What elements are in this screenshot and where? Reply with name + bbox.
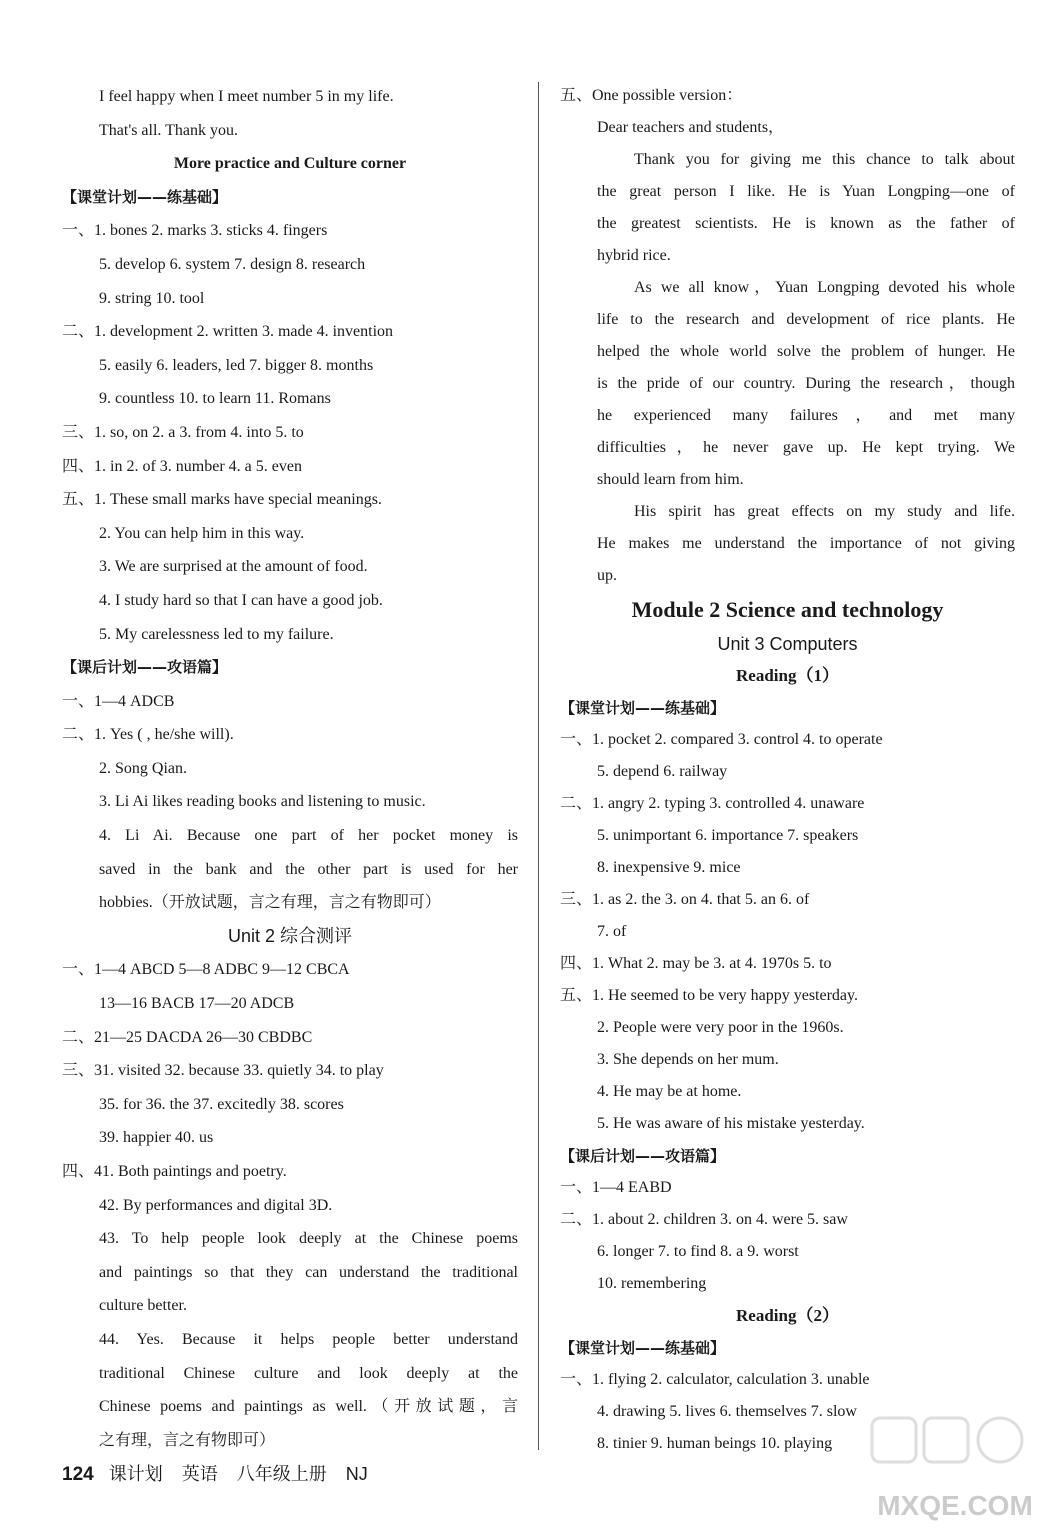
reading-heading: Reading（1） <box>736 666 839 685</box>
column-divider <box>538 82 539 1450</box>
answer-line: 4. I study hard so that I can have a good job. <box>99 591 383 609</box>
answer-line: 五、1. These small marks have special meanings. <box>62 491 382 509</box>
section-label: 【课堂计划——练基础】 <box>560 699 726 717</box>
answer-line: 三、1. so, on 2. a 3. from 4. into 5. to <box>62 423 304 441</box>
page-footer <box>62 1460 382 1486</box>
page-number: 124 <box>62 1464 94 1485</box>
answer-line: 五、1. He seemed to be very happy yesterday. <box>560 987 858 1004</box>
edition-label: NJ <box>345 1464 368 1484</box>
grade-label: 八年级上册 <box>236 1464 327 1484</box>
letter-line: hybrid rice. <box>597 247 671 264</box>
answer-line: 五、One possible version： <box>560 87 743 104</box>
section-label: 【课堂计划——练基础】 <box>560 1339 726 1357</box>
answer-line: 3. Li Ai likes reading books and listening to music. <box>99 793 426 811</box>
book-title: 课计划 <box>108 1464 163 1484</box>
letter-line: His spirit has great effects on my study and life. <box>634 503 1015 520</box>
answer-line: 一、1—4 EABD <box>560 1179 672 1196</box>
reading-heading: Reading（2） <box>736 1306 839 1325</box>
answer-line: Chinese poems and paintings as well.（开放试题，言 <box>99 1398 518 1416</box>
answer-line: 10. remembering <box>597 1275 707 1292</box>
answer-line: 一、1—4 ADCB <box>62 692 175 710</box>
answer-line: traditional Chinese culture and look deeply at the <box>99 1364 518 1382</box>
section-label: 【课后计划——攻语篇】 <box>560 1147 726 1165</box>
answer-line: 5. easily 6. leaders, led 7. bigger 8. months <box>99 356 374 374</box>
answer-line: 7. of <box>597 923 627 940</box>
answer-line: 二、1. angry 2. typing 3. controlled 4. unaware <box>560 795 865 812</box>
letter-line: He makes me understand the importance of not giving <box>597 535 1015 552</box>
answer-line: 44. Yes. Because it helps people better understand <box>99 1330 518 1348</box>
answer-line: 9. countless 10. to learn 11. Romans <box>99 390 331 408</box>
answer-line: 39. happier 40. us <box>99 1129 214 1147</box>
answer-line: 13—16 BACB 17—20 ADCB <box>99 995 295 1013</box>
answer-line: 三、1. as 2. the 3. on 4. that 5. an 6. of <box>560 891 810 908</box>
answer-line: 2. You can help him in this way. <box>99 524 305 542</box>
answer-line: 5. My carelessness led to my failure. <box>99 625 334 643</box>
answer-line: 3. We are surprised at the amount of food. <box>99 558 368 576</box>
letter-line: the great person I like. He is Yuan Longping—one of <box>597 183 1015 200</box>
answer-line: 8. tinier 9. human beings 10. playing <box>597 1435 833 1452</box>
unit-heading: Unit 2 综合测评 <box>227 925 353 946</box>
answer-line: 二、1. development 2. written 3. made 4. invention <box>62 323 394 341</box>
watermark-text: MXQE.COM <box>877 1490 1033 1521</box>
answer-line: 一、1. pocket 2. compared 3. control 4. to operate <box>560 731 883 748</box>
letter-line: he experienced many failures，and met many <box>597 407 1015 424</box>
section-title: More practice and Culture corner <box>173 155 407 173</box>
letter-line: Thank you for giving me this chance to talk about <box>634 151 1015 168</box>
letter-line: up. <box>597 567 617 584</box>
answer-line: 四、1. What 2. may be 3. at 4. 1970s 5. to <box>560 955 832 972</box>
letter-line: the greatest scientists. He is known as the father of <box>597 215 1015 232</box>
module-heading: Module 2 Science and technology <box>631 597 944 622</box>
answer-line: 2. People were very poor in the 1960s. <box>597 1019 844 1036</box>
answer-line: 4. He may be at home. <box>597 1083 742 1100</box>
answer-line: 2. Song Qian. <box>99 759 187 777</box>
answer-line: 8. inexpensive 9. mice <box>597 859 741 876</box>
answer-line: culture better. <box>99 1297 187 1315</box>
subject-label: 英语 <box>181 1464 218 1484</box>
letter-line: is the pride of our country. During the research，though <box>597 375 1015 392</box>
answer-line: 35. for 36. the 37. excitedly 38. scores <box>99 1095 344 1113</box>
unit-heading: Unit 3 Computers <box>717 634 858 654</box>
answer-line: 二、1. Yes ( , he/she will). <box>62 726 234 744</box>
answer-line: 42. By performances and digital 3D. <box>99 1196 333 1214</box>
answer-line: 三、31. visited 32. because 33. quietly 34. to play <box>62 1062 384 1080</box>
answer-line: 之有理，言之有物即可） <box>99 1431 276 1449</box>
answer-line: 四、41. Both paintings and poetry. <box>62 1163 287 1180</box>
answer-line: 3. She depends on her mum. <box>597 1051 779 1068</box>
right-column <box>560 80 1015 1460</box>
answer-line: and paintings so that they can understand the traditional <box>99 1263 518 1281</box>
text-line: That's all. Thank you. <box>99 121 239 139</box>
answer-line: 5. develop 6. system 7. design 8. research <box>99 255 366 273</box>
letter-line: Dear teachers and students， <box>597 119 785 136</box>
answer-line: 4. drawing 5. lives 6. themselves 7. slow <box>597 1403 857 1420</box>
answer-line: 5. depend 6. railway <box>597 763 728 780</box>
watermark-logo <box>860 1410 1050 1530</box>
answer-line: 43. To help people look deeply at the Chinese poems <box>99 1230 518 1248</box>
letter-line: As we all know，Yuan Longping devoted his whole <box>634 279 1015 296</box>
answer-line: 二、21—25 DACDA 26—30 CBDBC <box>62 1028 313 1046</box>
letter-line: helped the whole world solve the problem of hunger. He <box>597 343 1015 360</box>
answer-line: saved in the bank and the other part is used for her <box>99 860 518 878</box>
letter-line: life to the research and development of rice plants. He <box>597 311 1015 328</box>
answer-line: 四、1. in 2. of 3. number 4. a 5. even <box>62 457 302 475</box>
letter-line: difficulties，he never gave up. He kept trying. We <box>597 439 1015 456</box>
letter-line: should learn from him. <box>597 471 744 488</box>
answer-line: 一、1. flying 2. calculator, calculation 3. unable <box>560 1371 870 1388</box>
answer-line: 5. He was aware of his mistake yesterday. <box>597 1115 865 1132</box>
answer-line: 4. Li Ai. Because one part of her pocket money is <box>99 827 518 845</box>
text-line: I feel happy when I meet number 5 in my life. <box>99 88 394 105</box>
answer-line: 一、1. bones 2. marks 3. sticks 4. fingers <box>62 222 328 240</box>
answer-line: hobbies.（开放试题，言之有理，言之有物即可） <box>99 894 441 912</box>
answer-line: 5. unimportant 6. importance 7. speakers <box>597 827 859 844</box>
answer-line: 9. string 10. tool <box>99 289 205 307</box>
left-column <box>62 80 518 1457</box>
section-label: 【课后计划——攻语篇】 <box>62 658 228 677</box>
section-label: 【课堂计划——练基础】 <box>62 187 228 206</box>
answer-line: 二、1. about 2. children 3. on 4. were 5. saw <box>560 1211 848 1228</box>
answer-line: 6. longer 7. to find 8. a 9. worst <box>597 1243 799 1260</box>
answer-line: 一、1—4 ABCD 5—8 ADBC 9—12 CBCA <box>62 961 350 979</box>
